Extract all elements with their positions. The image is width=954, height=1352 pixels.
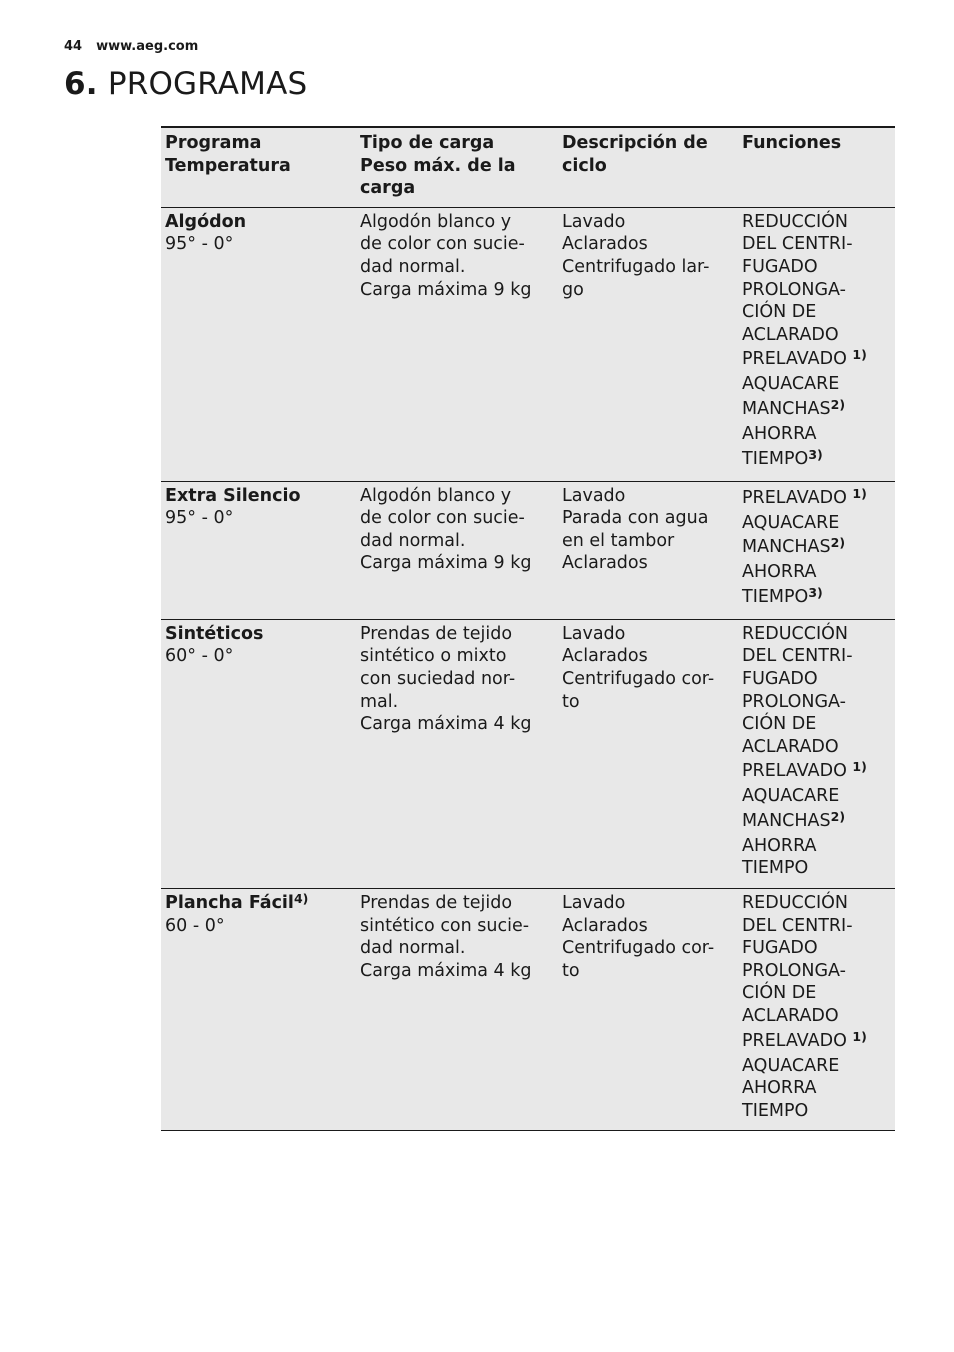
load-line: Prendas de tejido bbox=[360, 893, 513, 914]
load-line: Algodón blanco y bbox=[360, 211, 512, 232]
program-name-line bbox=[165, 485, 352, 508]
program-cell bbox=[161, 619, 356, 888]
programs-table bbox=[161, 126, 895, 1131]
column-header-line: Funciones bbox=[742, 133, 842, 153]
table-header-row bbox=[161, 127, 895, 207]
functions-cell bbox=[738, 889, 895, 1131]
function-label: DEL CENTRI- bbox=[742, 234, 853, 255]
column-header-line: Descripción de bbox=[562, 133, 708, 153]
function-line bbox=[742, 713, 891, 736]
function-line bbox=[742, 279, 891, 302]
cycle-line: Centrifugado lar- bbox=[562, 256, 710, 277]
function-line bbox=[742, 512, 891, 535]
load-line: Algodón blanco y bbox=[360, 485, 512, 506]
function-label: AQUACARE bbox=[742, 1055, 840, 1076]
function-line bbox=[742, 758, 891, 785]
program-name: Sintéticos bbox=[165, 623, 264, 644]
function-label: FUGADO bbox=[742, 256, 818, 277]
function-label: MANCHAS bbox=[742, 398, 831, 419]
program-cell bbox=[161, 889, 356, 1131]
function-label: CIÓN DE bbox=[742, 714, 817, 735]
program-name: Extra Silencio bbox=[165, 485, 301, 506]
column-header-line: Peso máx. de la bbox=[360, 155, 516, 176]
column-header-line: carga bbox=[360, 178, 416, 199]
load-line: Carga máxima 9 kg bbox=[360, 279, 532, 300]
function-label: TIEMPO bbox=[742, 586, 809, 607]
function-label: PROLONGA- bbox=[742, 691, 846, 712]
function-label: TIEMPO bbox=[742, 448, 809, 469]
load-type-cell bbox=[356, 481, 558, 619]
load-type-cell bbox=[356, 207, 558, 481]
column-header-line: Programa bbox=[165, 133, 262, 153]
footnote-ref: 4) bbox=[293, 891, 309, 907]
function-line bbox=[742, 785, 891, 808]
function-line bbox=[742, 373, 891, 396]
program-name-line bbox=[165, 623, 352, 646]
load-line: dad normal. bbox=[360, 938, 466, 959]
cycle-line: en el tambor bbox=[562, 530, 675, 551]
load-type-cell bbox=[356, 889, 558, 1131]
page-number: 44 bbox=[64, 39, 83, 54]
load-line: mal. bbox=[360, 691, 399, 712]
table-row bbox=[161, 889, 895, 1131]
function-label: AHORRA bbox=[742, 423, 817, 444]
function-line bbox=[742, 835, 891, 858]
function-label: TIEMPO bbox=[742, 858, 809, 879]
function-line bbox=[742, 423, 891, 446]
site-url: www.aeg.com bbox=[96, 39, 199, 54]
function-line bbox=[742, 691, 891, 714]
program-name-line bbox=[165, 892, 352, 915]
page-header bbox=[64, 39, 198, 54]
table-row bbox=[161, 619, 895, 888]
load-line: Carga máxima 9 kg bbox=[360, 553, 532, 574]
function-line bbox=[742, 301, 891, 324]
load-line: con suciedad nor- bbox=[360, 668, 516, 689]
table-row bbox=[161, 207, 895, 481]
function-label: PRELAVADO bbox=[742, 349, 853, 370]
function-line bbox=[742, 346, 891, 373]
footnote-ref: 1) bbox=[852, 347, 867, 363]
cycle-line: Lavado bbox=[562, 211, 626, 232]
function-label: PRELAVADO bbox=[742, 761, 853, 782]
function-label: TIEMPO bbox=[742, 1100, 809, 1121]
function-label: FUGADO bbox=[742, 668, 818, 689]
program-name-line bbox=[165, 211, 352, 234]
function-label: CIÓN DE bbox=[742, 983, 817, 1004]
function-line bbox=[742, 584, 891, 611]
load-line: Prendas de tejido bbox=[360, 623, 513, 644]
function-label: PROLONGA- bbox=[742, 279, 846, 300]
table-body bbox=[161, 207, 895, 1131]
cycle-line: Lavado bbox=[562, 623, 626, 644]
section-title-text: PROGRAMAS bbox=[107, 66, 308, 102]
load-line: sintético con sucie- bbox=[360, 915, 530, 936]
cycle-description-cell bbox=[558, 481, 738, 619]
load-line: Carga máxima 4 kg bbox=[360, 714, 532, 735]
function-line bbox=[742, 645, 891, 668]
function-line bbox=[742, 1100, 891, 1123]
cycle-line: Parada con agua bbox=[562, 508, 709, 529]
function-label: REDUCCIÓN bbox=[742, 893, 848, 914]
footnote-ref: 1) bbox=[852, 1028, 867, 1044]
load-line: de color con sucie- bbox=[360, 508, 525, 529]
table-row bbox=[161, 481, 895, 619]
cycle-line: go bbox=[562, 279, 584, 300]
load-line: sintético o mixto bbox=[360, 646, 507, 667]
cycle-line: Centrifugado cor- bbox=[562, 668, 715, 689]
function-line bbox=[742, 1005, 891, 1028]
function-label: DEL CENTRI- bbox=[742, 646, 853, 667]
function-label: ACLARADO bbox=[742, 324, 839, 345]
function-label: AQUACARE bbox=[742, 786, 840, 807]
functions-cell bbox=[738, 481, 895, 619]
function-label: AQUACARE bbox=[742, 374, 840, 395]
function-label: MANCHAS bbox=[742, 810, 831, 831]
function-line bbox=[742, 857, 891, 880]
function-label: DEL CENTRI- bbox=[742, 915, 853, 936]
function-label: REDUCCIÓN bbox=[742, 623, 848, 644]
function-line bbox=[742, 1077, 891, 1100]
cycle-description-cell bbox=[558, 619, 738, 888]
function-label: ACLARADO bbox=[742, 736, 839, 757]
footnote-ref: 3) bbox=[808, 446, 823, 462]
column-header-load bbox=[356, 127, 558, 207]
function-label: AHORRA bbox=[742, 835, 817, 856]
footnote-ref: 1) bbox=[852, 485, 867, 501]
footnote-ref: 2) bbox=[830, 396, 846, 412]
program-cell bbox=[161, 207, 356, 481]
cycle-description-cell bbox=[558, 889, 738, 1131]
load-line: dad normal. bbox=[360, 530, 466, 551]
column-header-cycle bbox=[558, 127, 738, 207]
function-label: AQUACARE bbox=[742, 512, 840, 533]
load-line: dad normal. bbox=[360, 256, 466, 277]
function-label: ACLARADO bbox=[742, 1006, 839, 1027]
cycle-line: Aclarados bbox=[562, 553, 648, 574]
function-line bbox=[742, 233, 891, 256]
function-label: REDUCCIÓN bbox=[742, 211, 848, 232]
function-label: PRELAVADO bbox=[742, 1030, 853, 1051]
function-line bbox=[742, 960, 891, 983]
cycle-line: Aclarados bbox=[562, 234, 648, 255]
program-name: Plancha Fácil bbox=[165, 893, 294, 914]
function-label: PROLONGA- bbox=[742, 960, 846, 981]
function-line bbox=[742, 623, 891, 646]
function-line bbox=[742, 534, 891, 561]
function-label: FUGADO bbox=[742, 938, 818, 959]
function-line bbox=[742, 668, 891, 691]
column-header-line: Temperatura bbox=[165, 155, 291, 176]
function-line bbox=[742, 211, 891, 234]
cycle-line: Centrifugado cor- bbox=[562, 938, 715, 959]
cycle-line: to bbox=[562, 691, 580, 712]
column-header-functions bbox=[738, 127, 895, 207]
program-temperature: 60 - 0° bbox=[165, 915, 225, 936]
program-temperature: 95° - 0° bbox=[165, 508, 234, 529]
footnote-ref: 2) bbox=[830, 808, 846, 824]
function-label: AHORRA bbox=[742, 562, 817, 583]
footnote-ref: 1) bbox=[852, 759, 867, 775]
function-line bbox=[742, 485, 891, 512]
function-line bbox=[742, 937, 891, 960]
function-label: MANCHAS bbox=[742, 537, 831, 558]
function-line bbox=[742, 892, 891, 915]
cycle-line: Aclarados bbox=[562, 915, 648, 936]
column-header-program bbox=[161, 127, 356, 207]
function-line bbox=[742, 1055, 891, 1078]
load-line: Carga máxima 4 kg bbox=[360, 960, 532, 981]
function-line bbox=[742, 256, 891, 279]
function-line bbox=[742, 1028, 891, 1055]
column-header-line: Tipo de carga bbox=[360, 133, 495, 153]
function-line bbox=[742, 396, 891, 423]
function-label: AHORRA bbox=[742, 1078, 817, 1099]
load-type-cell bbox=[356, 619, 558, 888]
function-line bbox=[742, 561, 891, 584]
program-temperature: 95° - 0° bbox=[165, 234, 234, 255]
section-title bbox=[64, 66, 307, 102]
function-line bbox=[742, 324, 891, 347]
footnote-ref: 3) bbox=[808, 584, 823, 600]
cycle-line: Aclarados bbox=[562, 646, 648, 667]
cycle-line: Lavado bbox=[562, 485, 626, 506]
cycle-line: to bbox=[562, 960, 580, 981]
functions-cell bbox=[738, 619, 895, 888]
function-line bbox=[742, 446, 891, 473]
program-temperature: 60° - 0° bbox=[165, 646, 234, 667]
load-line: de color con sucie- bbox=[360, 234, 525, 255]
function-line bbox=[742, 982, 891, 1005]
function-line bbox=[742, 736, 891, 759]
program-name: Algódon bbox=[165, 211, 247, 232]
cycle-line: Lavado bbox=[562, 893, 626, 914]
column-header-line: ciclo bbox=[562, 155, 607, 176]
function-label: PRELAVADO bbox=[742, 487, 853, 508]
footnote-ref: 2) bbox=[830, 535, 846, 551]
functions-cell bbox=[738, 207, 895, 481]
cycle-description-cell bbox=[558, 207, 738, 481]
program-cell bbox=[161, 481, 356, 619]
function-line bbox=[742, 808, 891, 835]
function-label: CIÓN DE bbox=[742, 302, 817, 323]
section-number: 6. bbox=[64, 66, 98, 102]
function-line bbox=[742, 915, 891, 938]
